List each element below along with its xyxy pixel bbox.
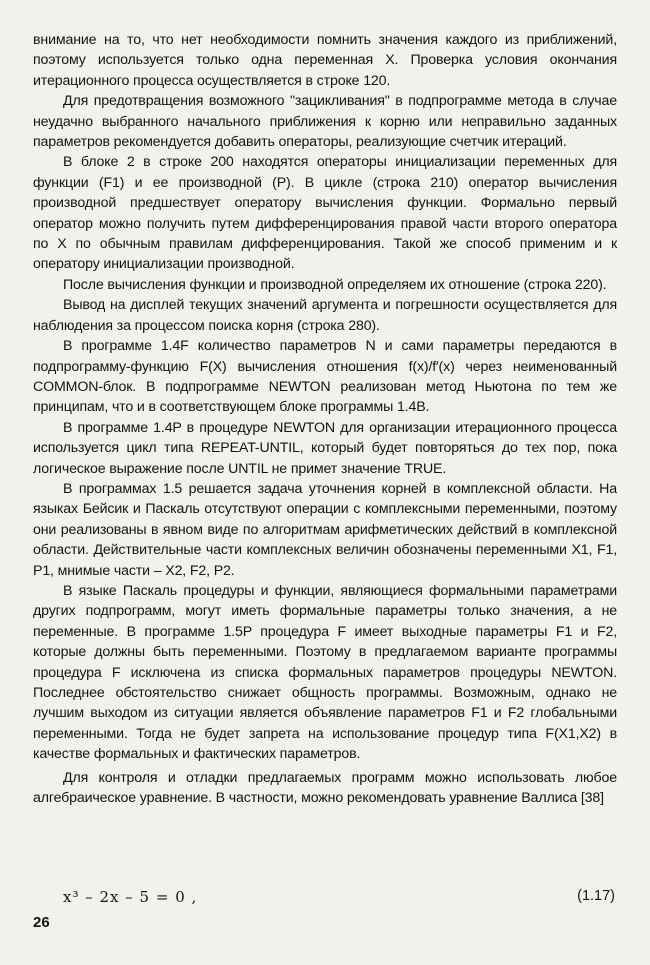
paragraph-4: После вычисления функции и производной определяем их отношение (строка 220). (63, 276, 607, 293)
paragraph-6: В программе 1.4F количество параметров N и сами параметры передаются в подпрограмму-функцию F(X) вычисления отношения f(x)/f′(x) через неименованный COMMON-блок. В подпрограмме NEWTON реализован метод Ньютона по тем же принципам, что и в соответствующем блоке программы 1.4B. (33, 338, 617, 416)
paragraph-1: внимание на то, что нет необходимости помнить значения каждого из приближений, поэтому используется только одна переменная X. Проверка условия окончания итерационного процесса осуществляется в строке 120. (33, 32, 617, 89)
paragraph-2: Для предотвращения возможного "зацикливания" в подпрограмме метода в случае неудачно выбранного начального приближения к корню или неправильно заданных параметров рекомендуется добавить операторы, реализующие счетчик итераций. (33, 93, 617, 151)
paragraph-10: Для контроля и отладки предлагаемых программ можно использовать любое алгебраическое уравнение. В частности, можно рекомендовать уравнение Валлиса [38] (33, 769, 617, 807)
paragraph-7: В программе 1.4P в процедуре NEWTON для организации итерационного процесса используется цикл типа REPEAT-UNTIL, который будет повторяться до тех пор, пока логическое выражение после UNTIL не примет значение TRUE. (33, 419, 617, 477)
paragraph-5: Вывод на дисплей текущих значений аргумента и погрешности осуществляется для наблюдения за процессом поиска корня (строка 280). (33, 297, 617, 334)
equation-row (33, 888, 615, 910)
paragraph-8: В программах 1.5 решается задача уточнения корней в комплексной области. На языках Бейсик и Паскаль отсутствуют операции с комплексными переменными, поэтому они реализованы в явном виде по алгоритмам арифметических действий в комплексной области. Действительные части комплексных величин обозначены переменными X1, F1, P1, мнимые части – X2, F2, P2. (33, 480, 617, 579)
equation-1-17: x³ – 2x – 5 = 0 , (63, 888, 198, 906)
page-number: 26 (33, 914, 50, 931)
paragraph-9: В языке Паскаль процедуры и функции, являющиеся формальными параметрами других подпрограмм, могут иметь формальные параметры только значения, а не переменные. В программе 1.5P процедура F имеет выходные параметры F1 и F2, которые должны быть переменными. Поэтому в предлагаемом варианте программы процедура F исключена из списка формальных параметров процедуры NEWTON. Последнее обстоятельство снижает общность программы. Возможным, однако не лучшим выходом из ситуации является объявление параметров F1 и F2 глобальными переменными. Тогда не будет запрета на использование процедур типа F(X1,X2) в качестве формальных и фактических параметров. (33, 582, 617, 763)
equation-number: (1.17) (577, 888, 615, 904)
paragraph-3: В блоке 2 в строке 200 находятся операторы инициализации переменных для функции (F1) и ее производной (P). В цикле (строка 210) оператор вычисления производной предшествует оператору вычисления функции. Формально первый оператор можно получить путем дифференцирования правой части второго оператора по X по обычным правилам дифференцирования. Такой же способ применим и к оператору инициализации производной. (33, 154, 617, 273)
